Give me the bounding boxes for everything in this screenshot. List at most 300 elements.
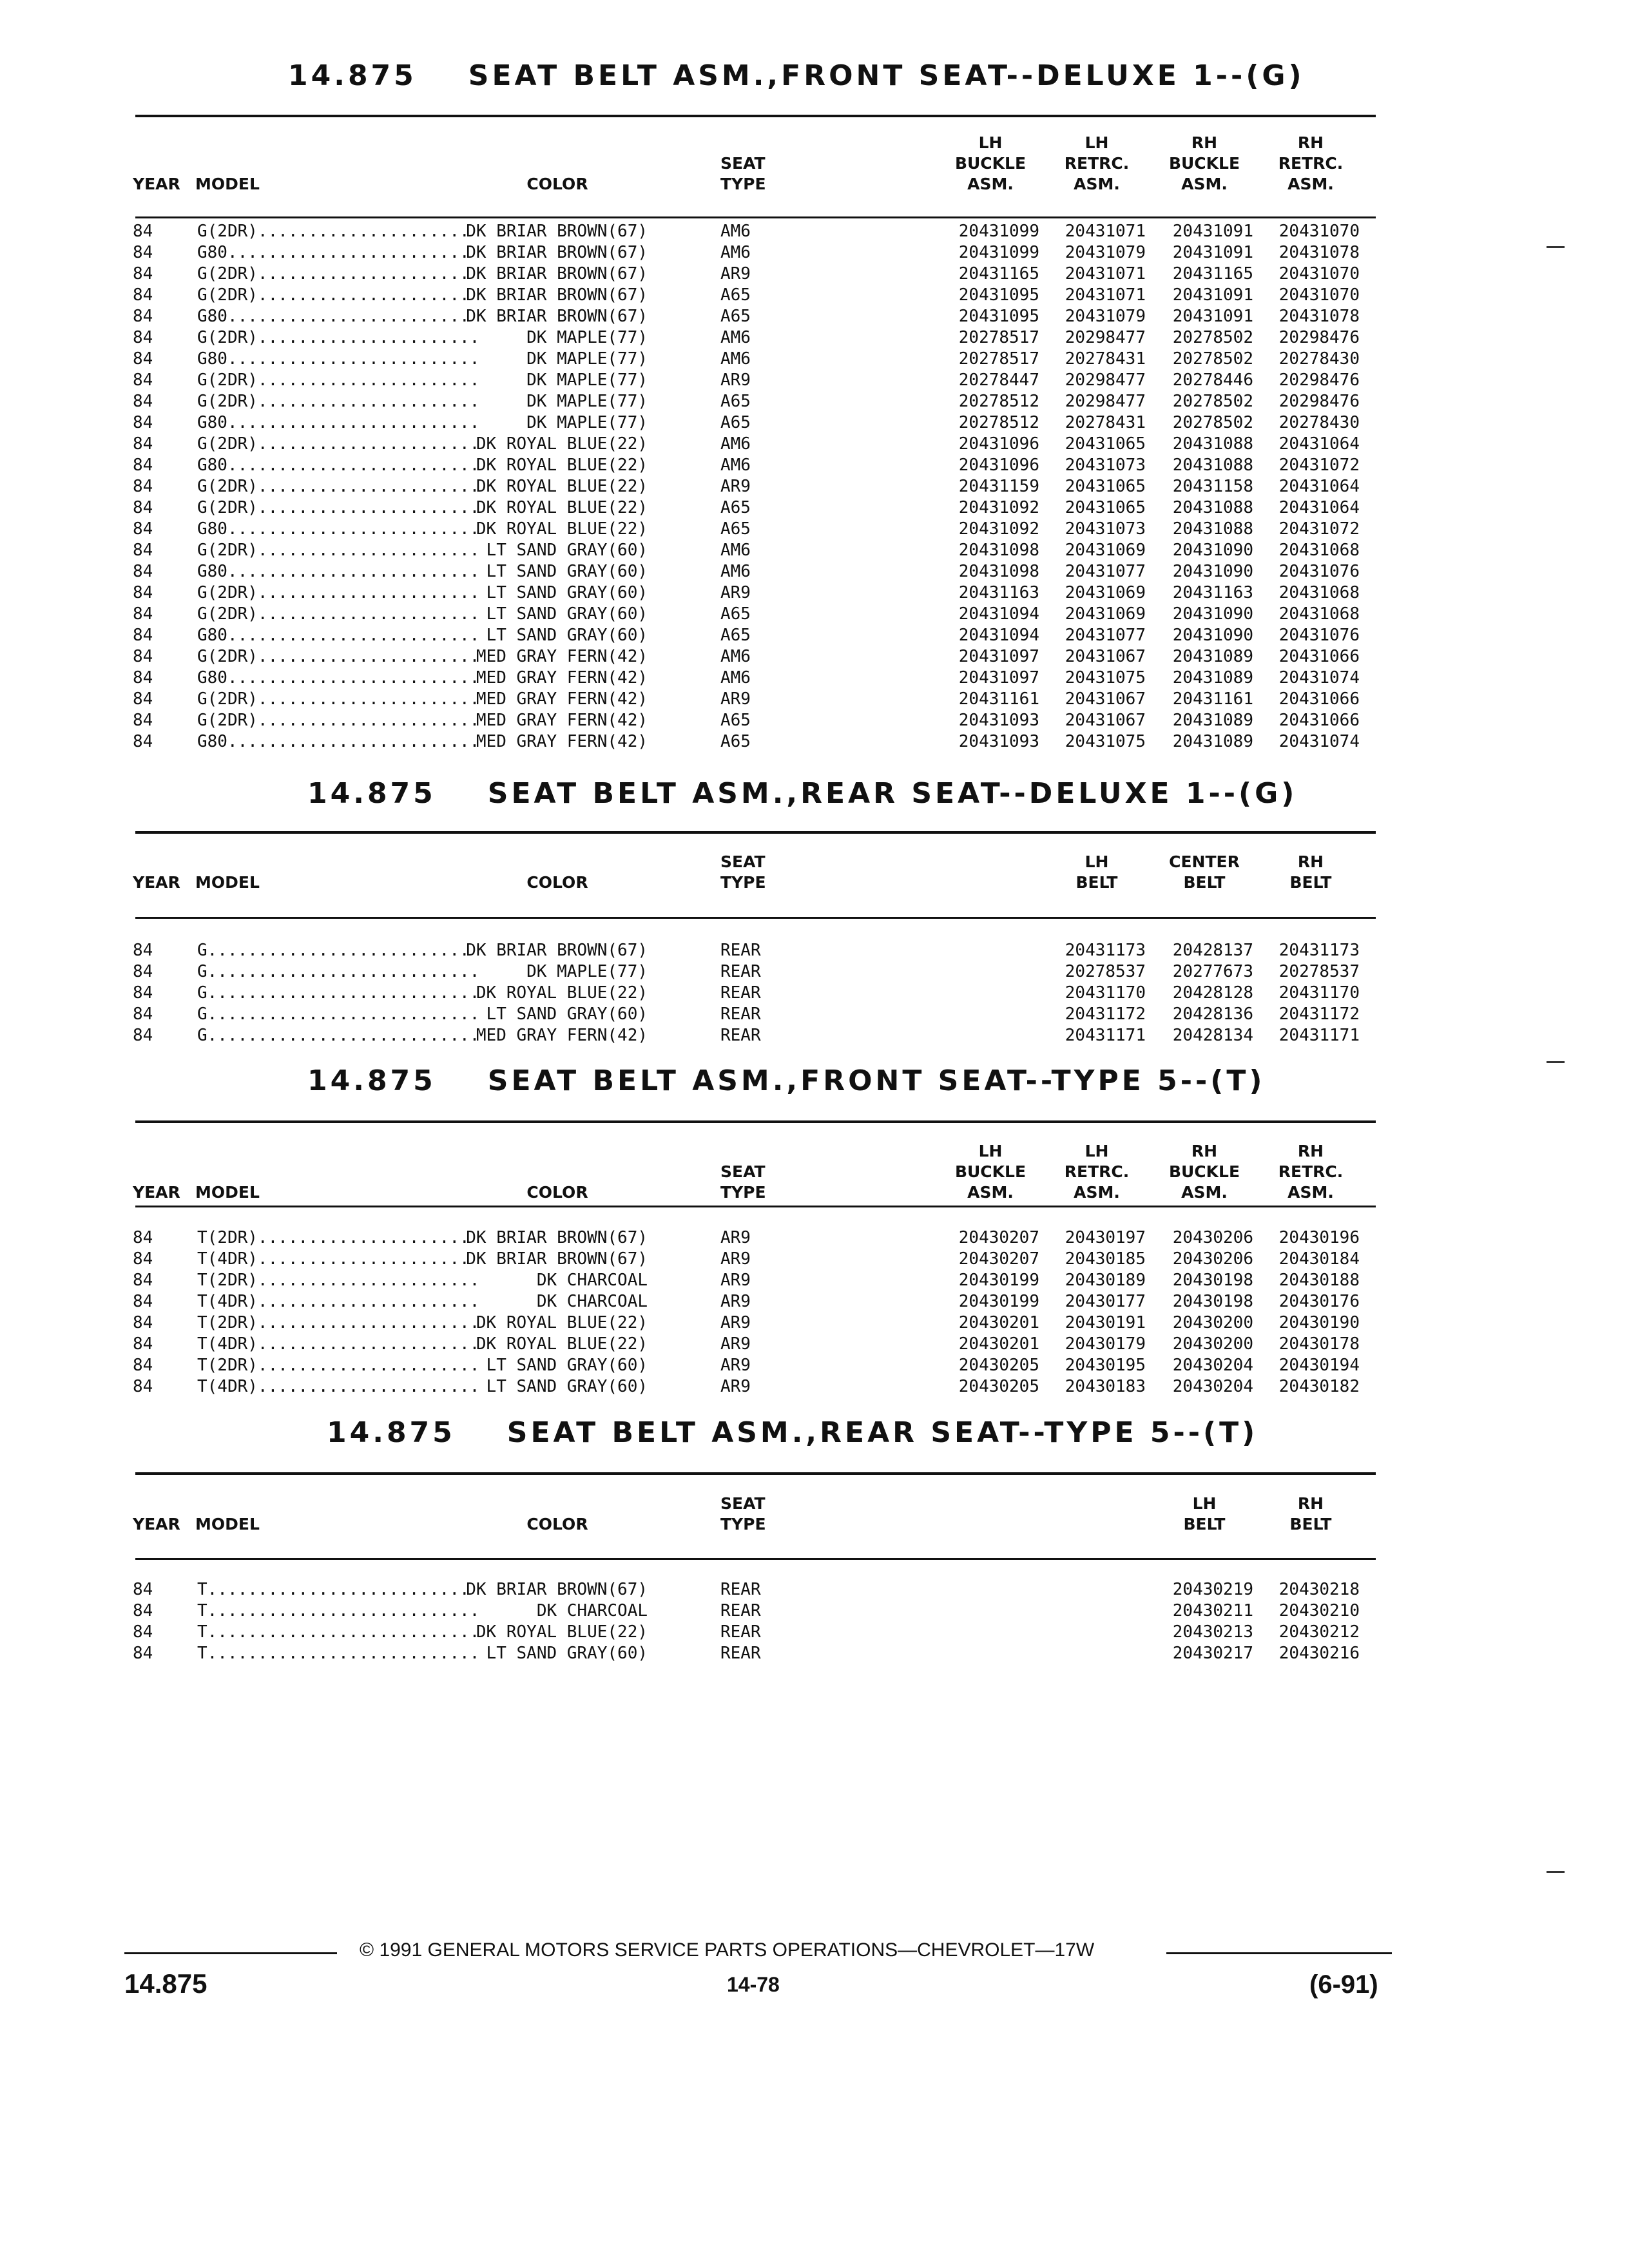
col-header-part: RH RETRC. ASM. [1278,133,1344,193]
cell-part-number: 20431064 [1278,434,1360,454]
cell-part-number: 20431065 [1065,434,1146,454]
table-row [0,540,1629,561]
col-header-part: RH BUCKLE ASM. [1168,133,1240,193]
cell-model: T(4DR)..................... [197,1249,470,1269]
table-row [0,1376,1629,1398]
cell-seat-type: A65 [720,307,751,326]
table-row [0,1291,1629,1312]
header-rule [135,917,1376,919]
cell-color: LT SAND GRAY(60) [486,541,648,560]
table-row [0,221,1629,242]
cell-part-number: 20430219 [1172,1580,1253,1599]
cell-color: LT SAND GRAY(60) [486,626,648,645]
cell-part-number: 20431094 [958,626,1039,645]
col-header-part: RH BELT [1289,852,1332,892]
table-row [0,455,1629,476]
cell-part-number: 20431067 [1065,711,1146,730]
cell-color: DK BRIAR BROWN(67) [466,1580,648,1599]
cell-color: DK ROYAL BLUE(22) [476,1334,648,1354]
cell-seat-type: REAR [720,1026,761,1045]
cell-seat-type: AR9 [720,583,751,602]
cell-part-number: 20431159 [958,477,1039,496]
cell-model: G........................... [197,1004,480,1024]
table-row [0,710,1629,731]
cell-color: DK MAPLE(77) [526,413,648,432]
cell-part-number: 20431099 [958,243,1039,262]
cell-color: MED GRAY FERN(42) [476,689,648,709]
cell-model: T........................... [197,1622,480,1642]
cell-seat-type: AR9 [720,477,751,496]
cell-part-number: 20431173 [1065,941,1146,960]
cell-color: DK ROYAL BLUE(22) [476,456,648,475]
table-row [0,497,1629,519]
cell-color: MED GRAY FERN(42) [476,1026,648,1045]
cell-model: G80......................... [197,413,480,432]
cell-part-number: 20431068 [1278,541,1360,560]
cell-color: DK ROYAL BLUE(22) [476,498,648,517]
cell-part-number: 20431090 [1172,541,1253,560]
cell-part-number: 20278512 [958,392,1039,411]
cell-model: G(2DR)...................... [197,583,480,602]
cell-part-number: 20278502 [1172,349,1253,369]
cell-part-number: 20431068 [1278,604,1360,624]
cell-year: 84 [133,370,153,390]
table-row [0,940,1629,961]
cell-year: 84 [133,1622,153,1642]
cell-color: DK MAPLE(77) [526,370,648,390]
cell-year: 84 [133,307,153,326]
cell-part-number: 20430191 [1065,1313,1146,1332]
cell-model: G80......................... [197,732,480,751]
cell-part-number: 20431093 [958,711,1039,730]
cell-seat-type: REAR [720,1601,761,1620]
col-header-year: YEAR [133,1515,180,1533]
cell-model: T(4DR)...................... [197,1377,480,1396]
table-row [0,731,1629,753]
cell-year: 84 [133,541,153,560]
cell-seat-type: A65 [720,392,751,411]
cell-part-number: 20431088 [1172,498,1253,517]
header-rule [135,216,1376,218]
table-row [0,1355,1629,1376]
cell-part-number: 20431073 [1065,456,1146,475]
cell-part-number: 20431090 [1172,562,1253,581]
col-header-part: LH BELT [1183,1494,1226,1533]
cell-year: 84 [133,222,153,241]
cell-color: DK MAPLE(77) [526,392,648,411]
col-header-part: CENTER BELT [1169,852,1240,892]
cell-year: 84 [133,1228,153,1247]
col-header-year: YEAR [133,1183,180,1202]
cell-part-number: 20431075 [1065,668,1146,687]
cell-color: DK CHARCOAL [536,1601,648,1620]
section-title-text: SEAT BELT ASM.,FRONT SEAT--DELUXE 1--(G) [468,59,1305,92]
section-top-rule [135,831,1376,834]
cell-model: T(2DR)..................... [197,1228,470,1247]
cell-year: 84 [133,1377,153,1396]
col-header-part: RH BELT [1289,1494,1332,1533]
cell-part-number: 20431065 [1065,477,1146,496]
cell-part-number: 20431172 [1065,1004,1146,1024]
cell-part-number: 20431078 [1278,307,1360,326]
cell-seat-type: AR9 [720,1249,751,1269]
cell-color: DK MAPLE(77) [526,349,648,369]
table-row [0,668,1629,689]
table-row [0,1312,1629,1334]
cell-model: G80......................... [197,668,480,687]
cell-part-number: 20431091 [1172,285,1253,305]
cell-part-number: 20430200 [1172,1334,1253,1354]
col-header-model: MODEL [195,1183,260,1202]
cell-part-number: 20431098 [958,541,1039,560]
cell-part-number: 20431069 [1065,541,1146,560]
cell-part-number: 20431066 [1278,689,1360,709]
cell-color: DK ROYAL BLUE(22) [476,1313,648,1332]
cell-model: T(2DR)...................... [197,1356,480,1375]
col-header-color: COLOR [526,1183,588,1202]
cell-model: G........................... [197,1026,480,1045]
cell-model: G80......................... [197,626,480,645]
cell-part-number: 20431092 [958,519,1039,539]
cell-year: 84 [133,328,153,347]
cell-part-number: 20278512 [958,413,1039,432]
cell-seat-type: AR9 [720,1228,751,1247]
cell-year: 84 [133,264,153,284]
footer-copyright: © 1991 GENERAL MOTORS SERVICE PARTS OPERATIONS—CHEVROLET—17W [360,1939,1095,1961]
footer-revision: (6-91) [1309,1970,1378,1999]
cell-year: 84 [133,626,153,645]
cell-year: 84 [133,941,153,960]
cell-part-number: 20431088 [1172,456,1253,475]
cell-color: DK BRIAR BROWN(67) [466,1249,648,1269]
cell-part-number: 20430199 [958,1292,1039,1311]
table-row [0,625,1629,646]
cell-part-number: 20431067 [1065,647,1146,666]
cell-part-number: 20278430 [1278,349,1360,369]
table-row [0,1600,1629,1622]
cell-year: 84 [133,285,153,305]
cell-color: DK CHARCOAL [536,1292,648,1311]
cell-part-number: 20431094 [958,604,1039,624]
cell-part-number: 20431071 [1065,222,1146,241]
table-row [0,1004,1629,1025]
cell-seat-type: A65 [720,626,751,645]
cell-part-number: 20278431 [1065,349,1146,369]
cell-model: G.......................... [197,941,470,960]
cell-part-number: 20430206 [1172,1228,1253,1247]
cell-seat-type: REAR [720,962,761,981]
cell-seat-type: AM6 [720,668,751,687]
cell-part-number: 20431065 [1065,498,1146,517]
cell-part-number: 20431073 [1065,519,1146,539]
cell-color: DK ROYAL BLUE(22) [476,519,648,539]
cell-part-number: 20431099 [958,222,1039,241]
cell-seat-type: A65 [720,519,751,539]
col-header-model: MODEL [195,1515,260,1533]
cell-part-number: 20430176 [1278,1292,1360,1311]
col-header-part: RH BUCKLE ASM. [1168,1142,1240,1202]
cell-part-number: 20431090 [1172,626,1253,645]
col-header-seat-type: SEAT TYPE [720,852,766,892]
cell-model: G(2DR)...................... [197,711,480,730]
table-row [0,689,1629,710]
cell-part-number: 20431077 [1065,626,1146,645]
cell-part-number: 20278502 [1172,328,1253,347]
cell-year: 84 [133,1004,153,1024]
cell-model: T(2DR)...................... [197,1271,480,1290]
cell-part-number: 20278430 [1278,413,1360,432]
cell-color: DK BRIAR BROWN(67) [466,941,648,960]
cell-model: G........................... [197,983,480,1003]
cell-part-number: 20430206 [1172,1249,1253,1269]
section-title [307,777,1297,810]
cell-model: G........................... [197,962,480,981]
cell-part-number: 20431163 [1172,583,1253,602]
cell-part-number: 20431070 [1278,222,1360,241]
cell-color: MED GRAY FERN(42) [476,732,648,751]
col-header-color: COLOR [526,873,588,892]
col-header-part: LH BELT [1075,852,1118,892]
cell-model: G(2DR)...................... [197,370,480,390]
cell-model: G(2DR)..................... [197,264,470,284]
cell-part-number: 20428128 [1172,983,1253,1003]
cell-color: DK ROYAL BLUE(22) [476,477,648,496]
cell-color: DK BRIAR BROWN(67) [466,222,648,241]
cell-year: 84 [133,1271,153,1290]
section-title-text: SEAT BELT ASM.,REAR SEAT--TYPE 5--(T) [506,1416,1258,1449]
cell-part-number: 20431072 [1278,456,1360,475]
cell-part-number: 20431097 [958,647,1039,666]
table-row [0,1643,1629,1664]
cell-year: 84 [133,668,153,687]
cell-part-number: 20430205 [958,1356,1039,1375]
table-row [0,1622,1629,1643]
cell-year: 84 [133,498,153,517]
cell-color: DK ROYAL BLUE(22) [476,983,648,1003]
cell-seat-type: AR9 [720,264,751,284]
section-number: 14.875 [327,1416,456,1449]
footer-section-number: 14.875 [124,1968,207,1999]
col-header-color: COLOR [526,1515,588,1533]
cell-part-number: 20430218 [1278,1580,1360,1599]
cell-part-number: 20430195 [1065,1356,1146,1375]
cell-part-number: 20431069 [1065,604,1146,624]
margin-mark [1547,1061,1565,1063]
col-header-part: LH BUCKLE ASM. [954,133,1027,193]
cell-part-number: 20430217 [1172,1644,1253,1663]
cell-part-number: 20430204 [1172,1356,1253,1375]
cell-part-number: 20430211 [1172,1601,1253,1620]
cell-part-number: 20298477 [1065,392,1146,411]
cell-part-number: 20431089 [1172,711,1253,730]
cell-part-number: 20431064 [1278,477,1360,496]
cell-part-number: 20431077 [1065,562,1146,581]
cell-color: DK BRIAR BROWN(67) [466,264,648,284]
cell-part-number: 20431095 [958,285,1039,305]
cell-color: DK BRIAR BROWN(67) [466,1228,648,1247]
cell-part-number: 20431096 [958,456,1039,475]
cell-part-number: 20431068 [1278,583,1360,602]
cell-year: 84 [133,413,153,432]
table-row [0,604,1629,625]
table-row [0,582,1629,604]
table-row [0,476,1629,497]
section-title-text: SEAT BELT ASM.,REAR SEAT--DELUXE 1--(G) [487,777,1298,810]
cell-part-number: 20431074 [1278,668,1360,687]
cell-part-number: 20431069 [1065,583,1146,602]
cell-year: 84 [133,1334,153,1354]
cell-seat-type: AR9 [720,1334,751,1354]
cell-seat-type: REAR [720,1004,761,1024]
cell-year: 84 [133,349,153,369]
cell-part-number: 20430188 [1278,1271,1360,1290]
cell-model: T(4DR)...................... [197,1334,480,1354]
cell-year: 84 [133,1313,153,1332]
cell-color: LT SAND GRAY(60) [486,604,648,624]
cell-part-number: 20430198 [1172,1292,1253,1311]
cell-color: LT SAND GRAY(60) [486,1644,648,1663]
cell-part-number: 20431173 [1278,941,1360,960]
cell-year: 84 [133,1580,153,1599]
cell-color: DK BRIAR BROWN(67) [466,285,648,305]
cell-color: DK MAPLE(77) [526,328,648,347]
cell-seat-type: A65 [720,604,751,624]
cell-part-number: 20298476 [1278,328,1360,347]
col-header-seat-type: SEAT TYPE [720,154,766,193]
cell-part-number: 20431074 [1278,732,1360,751]
cell-part-number: 20431092 [958,498,1039,517]
cell-year: 84 [133,1292,153,1311]
col-header-color: COLOR [526,175,588,193]
cell-part-number: 20428137 [1172,941,1253,960]
cell-seat-type: AM6 [720,243,751,262]
cell-part-number: 20431071 [1065,264,1146,284]
cell-seat-type: REAR [720,1644,761,1663]
cell-year: 84 [133,583,153,602]
cell-model: G(2DR)...................... [197,328,480,347]
cell-part-number: 20298477 [1065,370,1146,390]
cell-seat-type: A65 [720,285,751,305]
cell-part-number: 20278517 [958,349,1039,369]
cell-part-number: 20431171 [1278,1026,1360,1045]
cell-model: G80........................ [197,243,470,262]
cell-part-number: 20298476 [1278,392,1360,411]
cell-part-number: 20428134 [1172,1026,1253,1045]
cell-model: G(2DR)...................... [197,647,480,666]
table-row [0,561,1629,582]
cell-seat-type: AR9 [720,689,751,709]
cell-part-number: 20431070 [1278,264,1360,284]
cell-year: 84 [133,711,153,730]
cell-year: 84 [133,689,153,709]
cell-part-number: 20430184 [1278,1249,1360,1269]
cell-part-number: 20431172 [1278,1004,1360,1024]
cell-model: G(2DR)..................... [197,222,470,241]
cell-color: MED GRAY FERN(42) [476,647,648,666]
cell-part-number: 20430179 [1065,1334,1146,1354]
cell-seat-type: AM6 [720,456,751,475]
cell-seat-type: AR9 [720,1377,751,1396]
cell-part-number: 20431079 [1065,243,1146,262]
cell-part-number: 20431091 [1172,222,1253,241]
cell-seat-type: AR9 [720,1356,751,1375]
cell-color: DK BRIAR BROWN(67) [466,243,648,262]
col-header-year: YEAR [133,175,180,193]
cell-model: T.......................... [197,1580,470,1599]
header-rule [135,1558,1376,1560]
cell-seat-type: AR9 [720,1313,751,1332]
cell-color: DK BRIAR BROWN(67) [466,307,648,326]
col-header-model: MODEL [195,175,260,193]
cell-year: 84 [133,562,153,581]
header-rule [135,1206,1376,1207]
cell-part-number: 20431163 [958,583,1039,602]
cell-seat-type: AM6 [720,562,751,581]
cell-part-number: 20430216 [1278,1644,1360,1663]
cell-model: T(4DR)...................... [197,1292,480,1311]
section-number: 14.875 [288,59,417,92]
cell-part-number: 20431098 [958,562,1039,581]
cell-color: LT SAND GRAY(60) [486,1004,648,1024]
col-header-year: YEAR [133,873,180,892]
cell-model: G(2DR)...................... [197,604,480,624]
cell-part-number: 20278446 [1172,370,1253,390]
table-row [0,327,1629,349]
cell-part-number: 20430190 [1278,1313,1360,1332]
cell-part-number: 20298477 [1065,328,1146,347]
section-number: 14.875 [307,1064,436,1097]
col-header-part: RH RETRC. ASM. [1278,1142,1344,1202]
cell-part-number: 20278502 [1172,413,1253,432]
cell-part-number: 20431064 [1278,498,1360,517]
cell-model: G(2DR)...................... [197,541,480,560]
cell-part-number: 20431066 [1278,711,1360,730]
cell-year: 84 [133,456,153,475]
footer-rule-left [124,1952,337,1954]
section-number: 14.875 [307,777,436,810]
cell-model: G(2DR)...................... [197,689,480,709]
cell-part-number: 20430182 [1278,1377,1360,1396]
cell-part-number: 20430207 [958,1228,1039,1247]
cell-model: G(2DR)...................... [197,477,480,496]
cell-model: G80........................ [197,307,470,326]
cell-part-number: 20431170 [1065,983,1146,1003]
cell-part-number: 20430200 [1172,1313,1253,1332]
cell-part-number: 20278502 [1172,392,1253,411]
table-row [0,1334,1629,1355]
cell-part-number: 20278537 [1278,962,1360,981]
cell-seat-type: A65 [720,711,751,730]
cell-seat-type: AR9 [720,1292,751,1311]
cell-part-number: 20298476 [1278,370,1360,390]
table-row [0,983,1629,1004]
cell-part-number: 20431076 [1278,626,1360,645]
cell-part-number: 20430189 [1065,1271,1146,1290]
table-row [0,1579,1629,1600]
cell-part-number: 20431158 [1172,477,1253,496]
cell-part-number: 20431066 [1278,647,1360,666]
cell-part-number: 20431067 [1065,689,1146,709]
cell-year: 84 [133,1249,153,1269]
cell-part-number: 20431091 [1172,243,1253,262]
cell-part-number: 20431071 [1065,285,1146,305]
cell-seat-type: REAR [720,1580,761,1599]
margin-mark [1547,1871,1565,1873]
cell-color: LT SAND GRAY(60) [486,562,648,581]
col-header-part: LH RETRC. ASM. [1064,1142,1130,1202]
margin-mark [1547,246,1565,248]
section-title [327,1416,1258,1449]
